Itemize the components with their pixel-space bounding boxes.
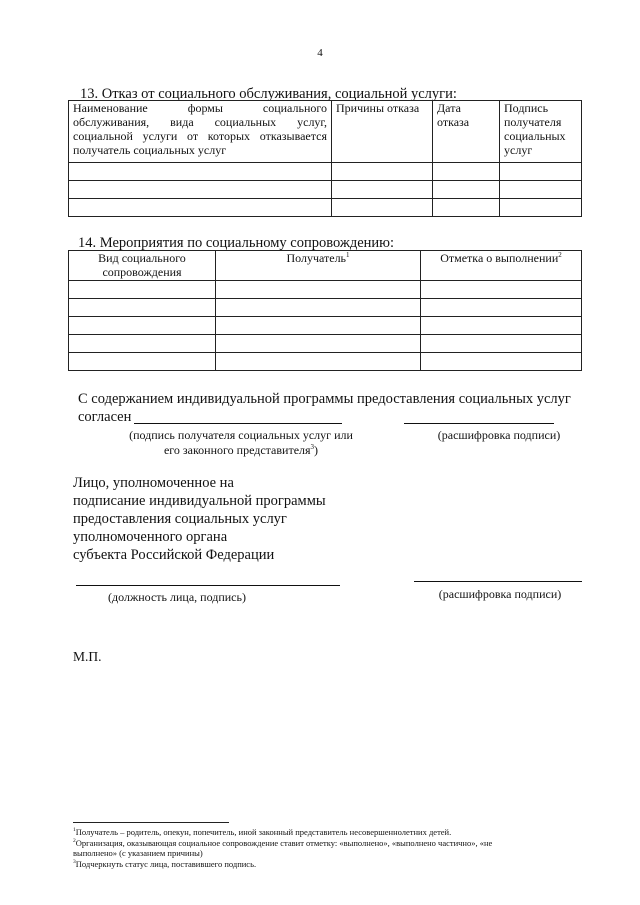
table-cell[interactable] — [216, 335, 421, 353]
support-measures-table — [68, 250, 582, 371]
table-cell[interactable] — [433, 199, 500, 217]
recipient-signature-decode-line[interactable] — [404, 423, 554, 424]
section-14-title: 14. Мероприятия по социальному сопровождению: — [78, 235, 395, 251]
table-cell[interactable] — [421, 299, 582, 317]
authorized-person-block — [73, 474, 326, 564]
footnotes — [73, 827, 593, 869]
table-row — [69, 353, 582, 371]
table-cell[interactable] — [69, 199, 332, 217]
stamp-placeholder: М.П. — [73, 649, 102, 664]
table-cell[interactable] — [500, 181, 582, 199]
table-cell[interactable] — [69, 163, 332, 181]
table-cell[interactable] — [69, 317, 216, 335]
table-cell[interactable] — [421, 353, 582, 371]
footnote-divider — [73, 822, 229, 823]
recipient-decode-caption: (расшифровка подписи) — [437, 428, 561, 442]
official-signature-line[interactable] — [76, 585, 340, 586]
header-refusal-date: Дата отказа — [433, 101, 500, 163]
section-13-title: 13. Отказ от социального обслуживания, социальной услуги: — [80, 86, 457, 102]
recipient-signature-line[interactable] — [134, 423, 342, 424]
table-cell[interactable] — [421, 335, 582, 353]
header-service-name: Наименование формы социального обслуживания, вида социальных услуг, социальной услуги от которых отказывается получатель социальных услуг — [69, 101, 332, 163]
refusal-table — [68, 100, 582, 217]
table-row — [69, 199, 582, 217]
consent-statement: С содержанием индивидуальной программы предоставления социальных услуг — [78, 391, 571, 407]
table-row — [69, 299, 582, 317]
table-cell[interactable] — [421, 317, 582, 335]
official-decode-caption: (расшифровка подписи) — [438, 587, 562, 601]
table-cell[interactable] — [216, 299, 421, 317]
table-cell[interactable] — [216, 353, 421, 371]
authorized-person-line: уполномоченного органа — [73, 529, 228, 545]
footnote-2-continued: выполнено» (с указанием причины) — [73, 848, 203, 858]
table-cell[interactable] — [69, 335, 216, 353]
table-cell[interactable] — [332, 163, 433, 181]
table-row — [69, 181, 582, 199]
table-cell[interactable] — [69, 299, 216, 317]
table-cell[interactable] — [421, 281, 582, 299]
table-cell[interactable] — [433, 163, 500, 181]
header-support-type: Вид социального сопровождения — [69, 251, 216, 281]
table-cell[interactable] — [216, 281, 421, 299]
table-row — [69, 163, 582, 181]
table-cell[interactable] — [216, 317, 421, 335]
header-recipient-signature: Подпись получателя социальных услуг — [500, 101, 582, 163]
header-recipient: Получатель$^1$ — [216, 251, 421, 281]
table-header-row — [69, 101, 582, 163]
table-row — [69, 281, 582, 299]
table-cell[interactable] — [69, 281, 216, 299]
table-cell[interactable] — [332, 199, 433, 217]
official-decode-line[interactable] — [414, 581, 582, 582]
authorized-person-line: Лицо, уполномоченное на — [73, 475, 234, 491]
table-row — [69, 317, 582, 335]
table-cell[interactable] — [500, 199, 582, 217]
table-cell[interactable] — [69, 353, 216, 371]
table-row — [69, 335, 582, 353]
table-cell[interactable] — [500, 163, 582, 181]
footnote-2: $^2$Организация, оказывающая социальное сопровождение ставит отметку: «выполнено», «выполнено частично», «не — [73, 837, 493, 848]
header-refusal-reason: Причины отказа — [332, 101, 433, 163]
authorized-person-line: подписание индивидуальной программы — [73, 493, 326, 509]
table-cell[interactable] — [332, 181, 433, 199]
table-cell[interactable] — [433, 181, 500, 199]
table-header-row — [69, 251, 582, 281]
consent-agreed-label: согласен — [78, 409, 132, 425]
page-number: 4 — [317, 47, 323, 59]
table-cell[interactable] — [69, 181, 332, 199]
header-completion-mark: Отметка о выполнении$^2$ — [421, 251, 582, 281]
authorized-person-line: субъекта Российской Федерации — [73, 547, 275, 563]
authorized-person-line: предоставления социальных услуг — [73, 511, 287, 527]
official-position-caption: (должность лица, подпись) — [108, 590, 246, 604]
footnote-3: $^3$Подчеркнуть статус лица, поставившего подпись. — [73, 858, 257, 869]
footnote-1: $^1$Получатель – родитель, опекун, попечитель, иной законный представитель несовершеннолетних детей. — [73, 827, 452, 837]
recipient-signature-caption: (подпись получателя социальных услуг или его законного представителя$^3$) — [129, 428, 353, 457]
